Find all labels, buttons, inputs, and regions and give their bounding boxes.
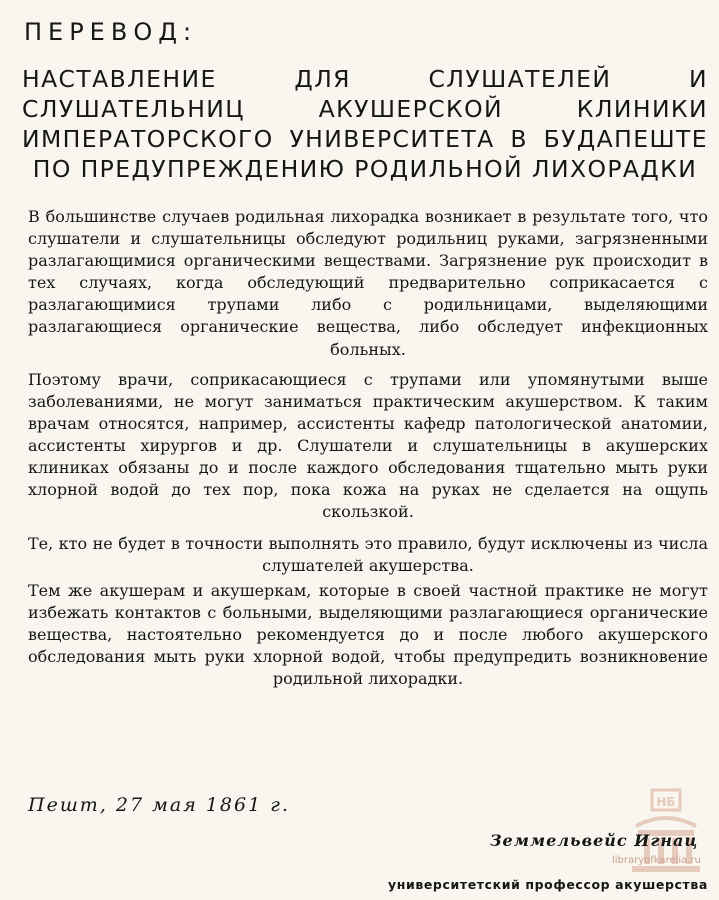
stamp-caption: libraryofkarelia.ru: [612, 855, 701, 866]
svg-text:НБ: НБ: [656, 795, 676, 809]
document-body: [28, 206, 708, 690]
document-title: НАСТАВЛЕНИЕ ДЛЯ СЛУШАТЕЛЕЙ И СЛУШАТЕЛЬНИЦ АКУШЕРСКОЙ КЛИНИКИ ИМПЕРАТОРСКОГО УНИВЕРСИТЕТА В БУДАПЕШТЕ ПО ПРЕДУПРЕЖДЕНИЮ РОДИЛЬНОЙ ЛИХОРАДКИ: [22, 65, 708, 183]
signature-title: университетский профессор акушерства: [388, 877, 708, 892]
paragraph-3: Те, кто не будет в точности выполнять это правило, будут исключены из числа слушателей акушерства.: [28, 534, 708, 576]
signature-name: Земмельвейс Игнац: [490, 831, 699, 850]
paragraph-1: В большинстве случаев родильная лихорадка возникает в результате того, что слушатели и слушательницы обследуют родильниц руками, загрязненными разлагающимися органическими веществами. Загрязнение рук происходит в тех случаях, когда обследующий предварительно соприкасается с разлагающимися трупами либо с родильницами, выделяющими разлагающиеся органические вещества, либо обследует инфекционных больных.: [28, 207, 708, 359]
paragraph-2: Поэтому врачи, соприкасающиеся с трупами или упомянутыми выше заболеваниями, не могут заниматься практическим акушерством. К таким врачам относятся, например, ассистенты кафедр патологической анатомии, ассистенты хирургов и др. Слушатели и слушательницы в акушерских клиниках обязаны до и после каждого обследования тщательно мыть руки хлорной водой до тех пор, пока кожа на руках не сделается на ощупь скользкой.: [28, 369, 708, 522]
document-kicker: ПЕРЕВОД:: [24, 18, 198, 46]
document-date: Пешт, 27 мая 1861 г.: [28, 794, 290, 816]
paragraph-4: Тем же акушерам и акушеркам, которые в своей частной практике не могут избежать контактов с больными, выделяющими разлагающиеся органические вещества, настоятельно рекомендуется до и после любого акушерского обследования мыть руки хлорной водой, чтобы предупредить возникновение родильной лихорадки.: [28, 580, 708, 688]
